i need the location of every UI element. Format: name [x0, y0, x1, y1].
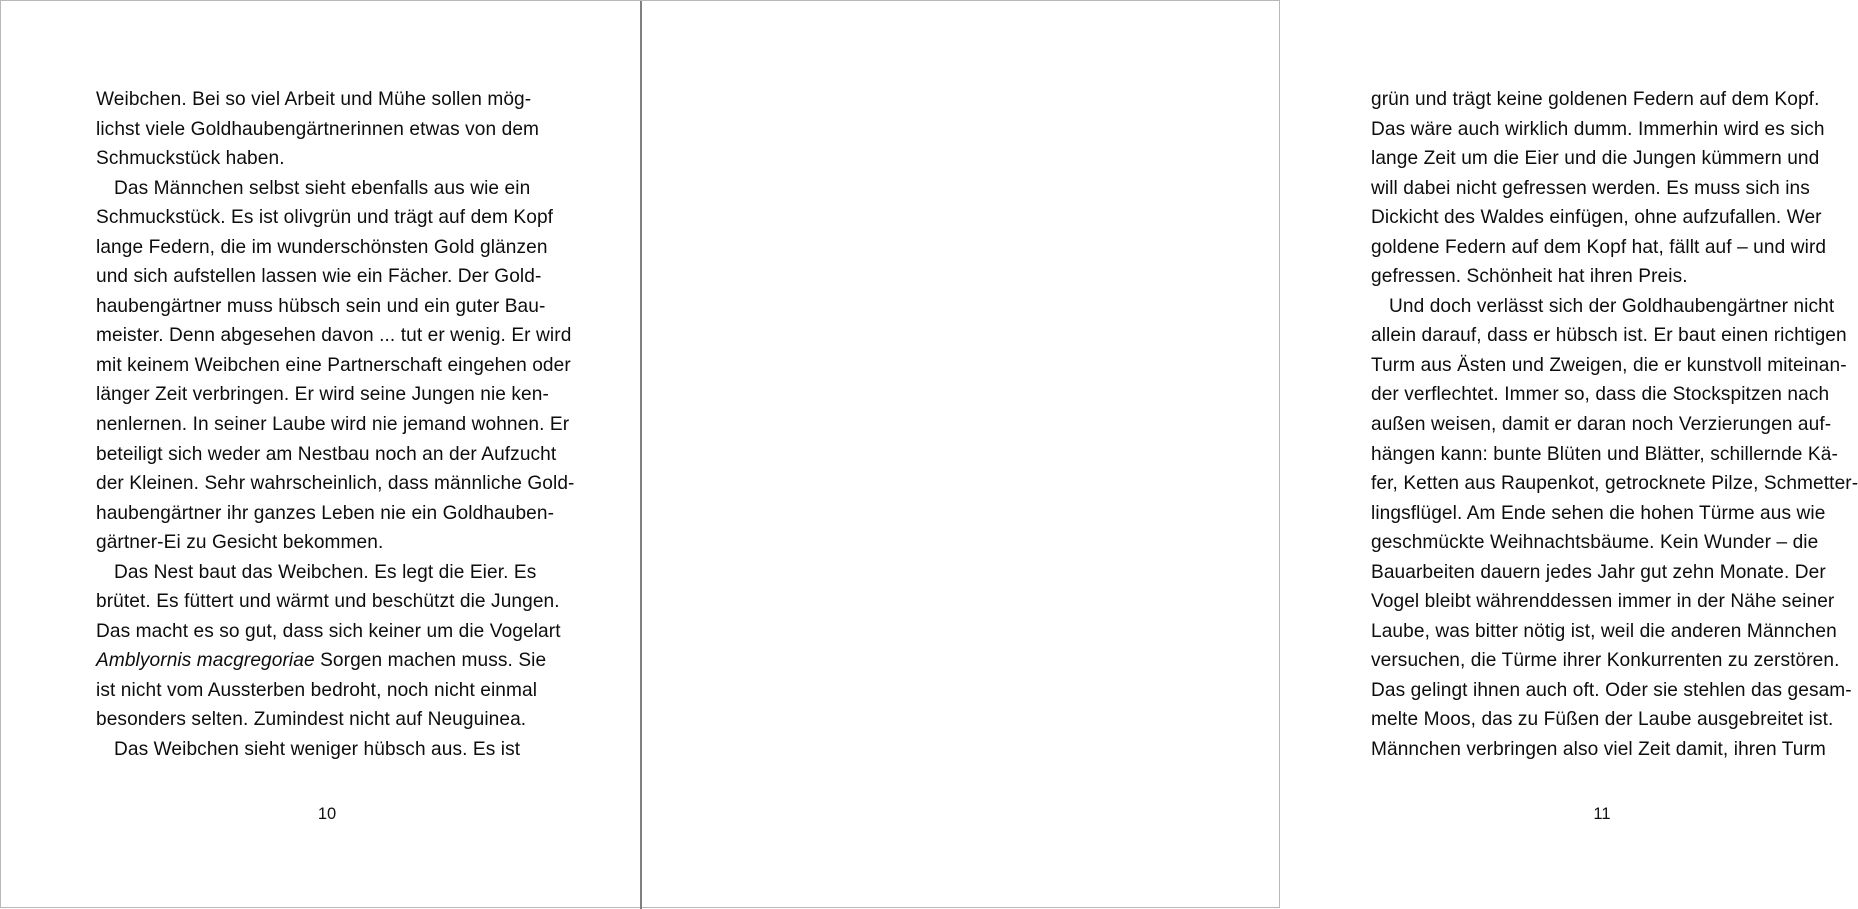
- text-line: haubengärtner ihr ganzes Leben nie ein Goldhauben-: [96, 502, 555, 524]
- text-line: Vogel bleibt währenddessen immer in der Nähe seiner: [1371, 591, 1835, 613]
- text-line: Weibchen. Bei so viel Arbeit und Mühe sollen mög-: [96, 89, 532, 110]
- text-line: Turm aus Ästen und Zweigen, die er kunstvoll miteinan-: [1371, 354, 1847, 376]
- text-line: allein darauf, dass er hübsch ist. Er baut einen richtigen: [1371, 325, 1847, 347]
- text-line: gefressen. Schönheit hat ihren Preis.: [1371, 266, 1688, 288]
- text-line: besonders selten. Zumindest nicht auf Neuguinea.: [96, 709, 527, 731]
- text-line: Das wäre auch wirklich dumm. Immerhin wird es sich: [1371, 118, 1825, 140]
- text-line: Amblyornis macgregoriae Sorgen machen muss. Sie: [96, 650, 547, 672]
- text-line: versuchen, die Türme ihrer Konkurrenten zu zerstören.: [1371, 650, 1840, 672]
- text-line: haubengärtner muss hübsch sein und ein guter Bau-: [96, 295, 546, 317]
- text-line: und sich aufstellen lassen wie ein Fächer. Der Gold-: [96, 266, 542, 288]
- right-page: [642, 1, 1858, 909]
- text-line: melte Moos, das zu Füßen der Laube ausgebreitet ist.: [1371, 709, 1834, 731]
- text-line: Schmuckstück. Es ist olivgrün und trägt auf dem Kopf: [96, 207, 554, 229]
- text-line: mit keinem Weibchen eine Partnerschaft eingehen oder: [96, 354, 571, 376]
- text-line: der verflechtet. Immer so, dass die Stockspitzen nach: [1371, 384, 1830, 406]
- text-line: goldene Federn auf dem Kopf hat, fällt auf – und wird: [1371, 236, 1827, 258]
- text-line: fer, Ketten aus Raupenkot, getrocknete Pilze, Schmetter-: [1371, 473, 1858, 495]
- text-line: lange Zeit um die Eier und die Jungen kümmern und: [1371, 148, 1820, 170]
- text-line: Das macht es so gut, dass sich keiner um die Vogelart: [96, 620, 561, 642]
- text-line: länger Zeit verbringen. Er wird seine Jungen nie ken-: [96, 384, 549, 406]
- text-line: grün und trägt keine goldenen Federn auf dem Kopf.: [1371, 89, 1820, 110]
- right-page-number: 11: [1593, 805, 1611, 823]
- text-line: nenlernen. In seiner Laube wird nie jemand wohnen. Er: [96, 414, 570, 436]
- text-line: Das gelingt ihnen auch oft. Oder sie stehlen das gesam-: [1371, 679, 1852, 701]
- text-line: Männchen verbringen also viel Zeit damit, ihren Turm: [1371, 739, 1826, 761]
- text-line: beteiligt sich weder am Nestbau noch an der Aufzucht: [96, 443, 557, 465]
- left-page-textblock: [96, 85, 575, 765]
- text-line: meister. Denn abgesehen davon ... tut er wenig. Er wird: [96, 325, 572, 347]
- text-line: lingsflügel. Am Ende sehen die hohen Türme aus wie: [1371, 502, 1826, 524]
- text-line: außen weisen, damit er daran noch Verzierungen auf-: [1371, 414, 1832, 436]
- text-line: hängen kann: bunte Blüten und Blätter, schillernde Kä-: [1371, 443, 1838, 465]
- text-line: Das Nest baut das Weibchen. Es legt die Eier. Es: [114, 561, 537, 583]
- text-line: Laube, was bitter nötig ist, weil die anderen Männchen: [1371, 620, 1837, 642]
- text-line: Schmuckstück haben.: [96, 148, 285, 170]
- left-page-number: 10: [317, 805, 337, 823]
- text-line: brütet. Es füttert und wärmt und beschützt die Jungen.: [96, 591, 560, 613]
- text-line: lange Federn, die im wunderschönsten Gold glänzen: [96, 236, 548, 258]
- text-line: lichst viele Goldhaubengärtnerinnen etwas von dem: [96, 118, 540, 140]
- text-line: Das Männchen selbst sieht ebenfalls aus wie ein: [114, 177, 531, 199]
- text-line: Dickicht des Waldes einfügen, ohne aufzufallen. Wer: [1371, 207, 1822, 229]
- text-line: der Kleinen. Sehr wahrscheinlich, dass männliche Gold-: [96, 473, 575, 495]
- text-line: Bauarbeiten dauern jedes Jahr gut zehn Monate. Der: [1371, 561, 1826, 583]
- right-page-textblock: [1371, 85, 1858, 765]
- text-line: Das Weibchen sieht weniger hübsch aus. Es ist: [114, 739, 521, 761]
- text-line: gärtner-Ei zu Gesicht bekommen.: [96, 532, 384, 554]
- text-line: will dabei nicht gefressen werden. Es muss sich ins: [1371, 177, 1810, 199]
- text-line: ist nicht vom Aussterben bedroht, noch nicht einmal: [96, 679, 538, 701]
- text-line: Und doch verlässt sich der Goldhaubengärtner nicht: [1389, 295, 1835, 317]
- left-page: [1, 1, 640, 909]
- species-name-italic: Amblyornis macgregoriae: [96, 650, 315, 672]
- text-line: geschmückte Weihnachtsbäume. Kein Wunder – die: [1371, 532, 1819, 554]
